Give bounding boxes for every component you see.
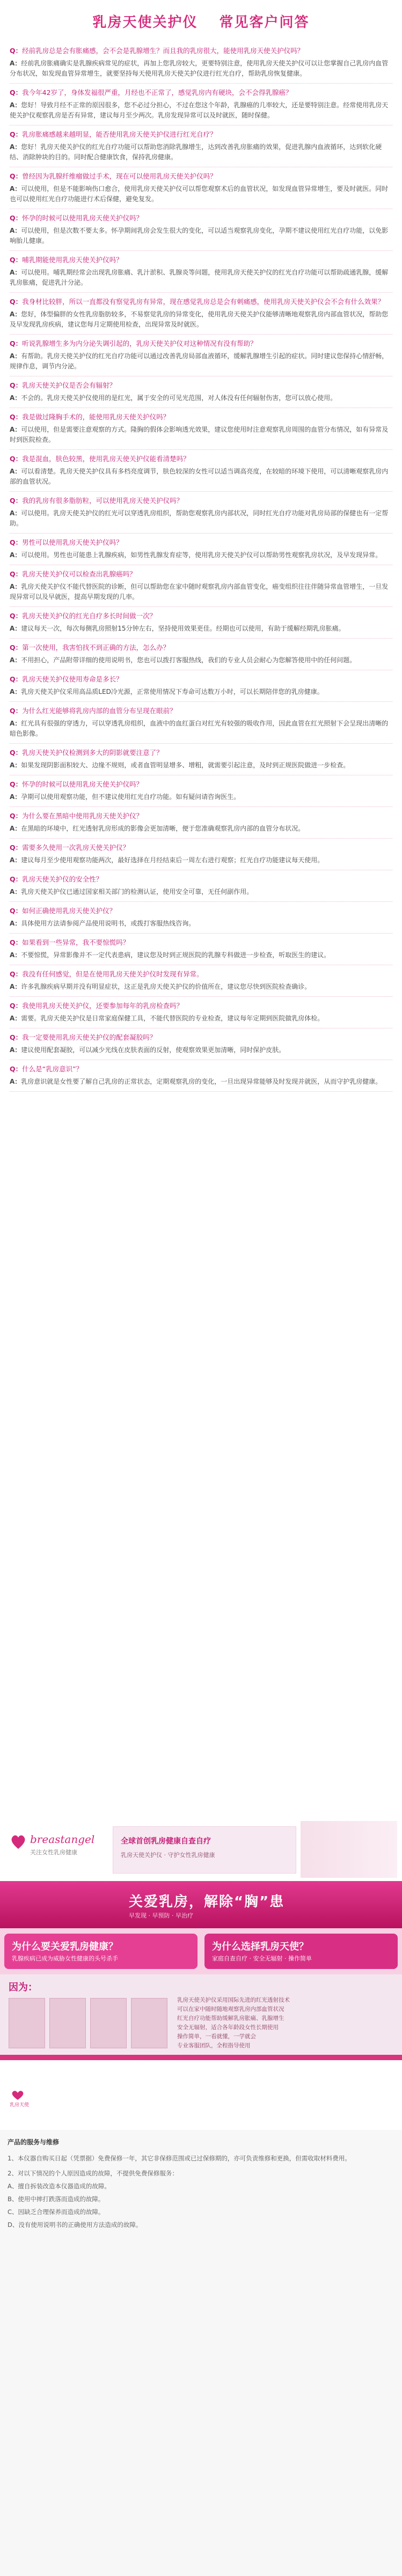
photo-thumb [131,1998,167,2048]
banner [0,1881,402,1928]
brand-mark [10,2089,34,2111]
faq-answer: A：可以看清楚。乳房天使关护仪具有多档亮度调节，肤色较深的女性可以适当调高亮度，在较暗的环境下使用，可以清晰观察乳房内部的血管状况。 [10,467,392,492]
faq-answer: A：可以使用。哺乳期经常会出现乳房胀痛、乳汁淤积、乳腺炎等问题，使用乳房天使关护仪的红光自疗功能可以帮助疏通乳腺，缓解乳房胀痛，促进乳汁分泌。 [10,268,392,293]
why-section [0,1928,402,1974]
faq-answer: A：具体使用方法请参阅产品使用说明书，或拨打客服热线咨询。 [10,919,392,934]
thumbs [9,1998,170,2049]
faq-question: Q：如果看到一些异常，我不要惊慌吗？ [10,938,130,946]
faq-question: Q：我使用乳房天使关护仪，还要参加每年的乳房检查吗？ [10,1002,184,1010]
faq-question: Q：需要多久使用一次乳房天使关护仪？ [10,843,130,852]
faq-item [0,1060,402,1092]
faq-question: Q：什么是“乳房意识”？ [10,1065,83,1073]
service-line: D、没有使用说明书的正确使用方法造成的故障。 [8,2221,142,2229]
service-heading: 产品的服务与维修 [8,2138,60,2146]
faq-item [0,84,402,125]
faq-question: Q：为什么红光能够将乳房内部的血管分布呈现在眼前？ [10,707,177,715]
faq-answer: A：在黑暗的环境中，红光透射乳房形成的影像会更加清晰，便于您准确观察乳房内部的血管分布状况。 [10,824,392,839]
faq-question: Q：我一定要使用乳房天使关护仪的配套凝胶吗？ [10,1033,157,1041]
faq-item [0,1028,402,1060]
reasons-list [177,1996,394,2051]
faq-item [0,534,402,565]
faq-answer: A：乳房天使关护仪已通过国家相关部门的检测认证，使用安全可靠，无任何副作用。 [10,887,392,902]
faq-answer: A：经前乳房胀痛确实是乳腺疾病常见的症状，再加上您乳房较大，更要特别注意，使用乳房天使关护仪可以让您掌握自己乳房内血管分布状况，如发现血管异常增生，就要坚持每天使用乳房天使关护仪进行红光自疗，帮助乳房恢复健康。 [10,58,392,84]
faq-question: Q：经前乳房总是会有胀痛感，会不会是乳腺增生？而且我的乳房很大，能使用乳房天使关护仪吗？ [10,47,304,55]
banner-sub: 早发现 · 早预防 · 早治疗 [129,1912,193,1919]
faq-answer: A：不要惊慌，异常影像并不一定代表患病，建议您及时到正规医院的乳腺专科做进一步检查，听取医生的建议。 [10,950,392,965]
faq-question: Q：第一次使用，我害怕找不到正确的方法，怎么办？ [10,643,170,652]
why-right-title: 为什么选择乳房天使？ [212,1941,309,1952]
faq-answer: A：许多乳腺疾病早期并没有明显症状，这正是乳房天使关护仪的价值所在，建议您尽快到医院检查确诊。 [10,982,392,997]
photo-thumb [9,1998,45,2048]
faq-question: Q：如何正确使用乳房天使关护仪？ [10,907,116,915]
faq-question: Q：我是做过隆胸手术的，能使用乳房天使关护仪吗？ [10,413,170,421]
faq-question: Q：我是混血，肤色较黑，使用乳房天使关护仪能看清楚吗？ [10,455,190,463]
faq-item [0,934,402,965]
brand-section [0,1818,402,1881]
faq-question: Q：我今年42岁了，身体发福很严重，月经也不正常了，感觉乳房内有硬块，会不会得乳腺癌？ [10,88,293,97]
center-ad [113,1826,296,1874]
faq-question: Q：乳房天使关护仪的安全性？ [10,875,103,883]
faq-question: Q：乳房天使关护仪的红光自疗多长时间做一次？ [10,612,157,620]
faq-answer: A：红光具有很强的穿透力，可以穿透乳房组织，血液中的血红蛋白对红光有较强的吸收作用，因此血管在红光照射下会呈现出清晰的暗色影像。 [10,719,392,744]
center-ad-title: 全球首创乳房健康自查自疗 [121,1837,211,1846]
faq-answer: A：您好！导致月经不正常的原因很多，您不必过分担心，不过在您这个年龄，乳腺癌的几率较大，还是要特别注意。经常使用乳房天使关护仪观察乳房是否有异常，建议每月至少两次。乳房发现异常可以及时就医，随时保健。 [10,100,392,125]
faq-question: Q：男性可以使用乳房天使关护仪吗？ [10,538,123,546]
heart-icon [10,2089,26,2101]
service-section [0,2130,402,2576]
faq-answer: A：建议使用配套凝胶，可以减少光线在皮肤表面的反射，使观察效果更加清晰，同时保护皮肤。 [10,1045,392,1060]
mark-text: 乳房天使 [10,2103,30,2108]
faq-question: Q：听说乳腺增生多为内分泌失调引起的，乳房天使关护仪对这种情况有没有帮助？ [10,339,257,347]
faq-question: Q：曾经因为乳腺纤维瘤做过手术，现在可以使用乳房天使关护仪吗？ [10,172,217,180]
faq-answer: A：孕期可以使用观察功能，但不建议使用红光自疗功能。如有疑问请咨询医生。 [10,792,392,807]
divider [0,2055,402,2060]
faq-question: Q：我没有任何感觉，但是在使用乳房天使关护仪时发现有异常。 [10,970,203,978]
faq-question: Q：为什么要在黑暗中使用乳房天使关护仪？ [10,812,143,820]
faq-item [0,670,402,702]
because-section [0,1974,402,2055]
faq-item [0,607,402,639]
reason-item: 红光自疗功能帮助缓解乳房胀痛、乳腺增生 [177,2015,284,2022]
faq-list [0,42,402,1818]
faq-answer: A：有帮助。乳房天使关护仪的红光自疗功能可以通过改善乳房局部血液循环，缓解乳腺增生引起的症状。同时建议您保持心情舒畅，规律作息，调节内分泌。 [10,351,392,376]
faq-answer: A：乳房天使关护仪采用高品质LED冷光源，正常使用情况下寿命可达数万小时，可以长期陪伴您的乳房健康。 [10,687,392,702]
faq-answer: A：乳房天使关护仪不能代替医院的诊断，但可以帮助您在家中随时观察乳房内部血管变化，癌变组织往往伴随异常血管增生，一旦发现异常可以及早就医，提高早期发现的几率。 [10,582,392,607]
brand-logo [9,1832,105,1864]
faq-item [0,639,402,670]
banner-title: 关爱乳房，解除“胸”患 [129,1894,285,1910]
faq-question: Q：哺乳期能使用乳房天使关护仪吗？ [10,256,123,264]
faq-question: Q：怀孕的时候可以使用乳房天使关护仪吗？ [10,214,143,222]
faq-item [0,42,402,84]
faq-item [0,565,402,607]
faq-item [0,870,402,902]
service-line: B、使用中摔打跌落而造成的故障。 [8,2195,105,2203]
faq-question: Q：乳房胀痛感越来越明显，能否使用乳房天使关护仪进行红光自疗？ [10,130,217,138]
faq-item [0,376,402,408]
faq-item [0,775,402,807]
faq-answer: A：可以使用，但是不能影响伤口愈合，使用乳房天使关护仪可以帮您观察术后的血管状况，如发现血管异常增生，要及时就医。同时也可以使用红光自疗功能进行术后保健，避免复发。 [10,184,392,209]
faq-item [0,293,402,335]
faq-item [0,450,402,492]
brand-name: breastangel [30,1833,95,1846]
because-heading: 因为： [9,1982,38,1993]
reason-item: 安全无辐射，适合各年龄段女性长期使用 [177,2024,279,2031]
faq-answer: A：您好，体型偏胖的女性乳房脂肪较多，不易察觉乳房的异常变化，使用乳房天使关护仪能够清晰地观察乳房内部血管状况，帮助您及早发现乳房疾病，建议您每月定期使用检查，出现异常及时就医。 [10,309,392,335]
faq-item [0,997,402,1028]
service-line: A、擅自拆装改造本仪器造成的故障。 [8,2182,111,2190]
faq-answer: A：需要。乳房天使关护仪是日常家庭保健工具，不能代替医院的专业检查，建议每年定期到医院做乳房体检。 [10,1013,392,1028]
heart-icon [9,1832,28,1851]
faq-question: Q：乳房天使关护仪检测到多大的阴影就要注意了？ [10,749,163,757]
brand-tagline: 关注女性乳房健康 [30,1849,77,1856]
photo-thumb [90,1998,127,2048]
why-left [4,1934,198,1969]
faq-question: Q：我身材比较胖，所以一直都没有察觉乳房有异常，现在感觉乳房总是会有刺痛感，使用乳房天使关护仪会不会有什么效果？ [10,298,385,306]
faq-answer: A：您好！乳房天使关护仪的红光自疗功能可以帮助您消除乳腺增生，达到改善乳房胀痛的效果，促进乳腺内血液循环，达到软化硬结、消除肿块的目的。同时配合健康饮食，保持乳房健康。 [10,142,392,167]
faq-item [0,807,402,839]
why-left-sub: 乳腺疾病已成为威胁女性健康的头号杀手 [12,1955,118,1962]
service-line: 2、对以下情况的个人原因造成的故障，不提供免费保修服务： [8,2170,178,2177]
page-title [0,0,402,42]
faq-answer: A：如果发现阴影面积较大、边缘不规则，或者血管明显增多、增粗，就需要引起注意，及时到正规医院做进一步检查。 [10,760,392,775]
reason-item: 可以在家中随时随地观察乳房内部血管状况 [177,2006,284,2012]
faq-item [0,902,402,934]
faq-answer: A：乳房意识就是女性要了解自己乳房的正常状态，定期观察乳房的变化，一旦出现异常能够及时发现并就医，从而守护乳房健康。 [10,1077,392,1092]
service-line: 1、本仪器自购买日起（凭票据）免费保修一年，其它非保修范围或已过保修期的，亦可负责维修和更换，但需收取材料费用。 [8,2155,351,2162]
mark-area [0,2060,402,2130]
center-ad-sub: 乳房天使关护仪 · 守护女性乳房健康 [121,1852,215,1859]
service-line: C、因缺乏合理保养而造成的故障。 [8,2208,105,2216]
faq-item [0,492,402,534]
reason-item: 专业客服团队，全程指导使用 [177,2042,251,2049]
faq-item [0,408,402,450]
reason-item: 乳房天使关护仪采用国际先进的红光透射技术 [177,1997,290,2003]
faq-answer: A：可以使用。男性也可能患上乳腺疾病，如男性乳腺发育症等，使用乳房天使关护仪可以帮助男性观察乳房状况，及早发现异常。 [10,550,392,565]
models-photo [301,1821,397,1878]
why-left-title: 为什么要关爱乳房健康？ [12,1941,118,1952]
faq-item [0,251,402,293]
faq-answer: A：建议每天一次，每次每侧乳房照射15分钟左右，坚持使用效果更佳。经期也可以使用，有助于缓解经期乳房胀痛。 [10,624,392,639]
faq-question: Q：乳房天使关护仪使用寿命是多长？ [10,675,123,683]
faq-question: Q：乳房天使关护仪可以检查出乳腺癌吗？ [10,570,136,578]
faq-question: Q：怀孕的时候可以使用乳房天使关护仪吗？ [10,780,143,788]
faq-answer: A：建议每月至少使用观察功能两次，最好选择在月经结束后一周左右进行观察；红光自疗功能建议每天使用。 [10,855,392,870]
faq-item [0,839,402,870]
faq-item [0,125,402,167]
faq-item [0,965,402,997]
faq-answer: A：可以使用。乳房天使关护仪的红光可以穿透乳房组织，帮助您观察乳房内部状况，同时红光自疗功能对乳房局部的保健也有一定帮助。 [10,508,392,534]
faq-answer: A：不用担心，产品附带详细的使用说明书，您也可以拨打客服热线，我们的专业人员会耐心为您解答使用中的任何问题。 [10,655,392,670]
faq-question: Q：我的乳房有很多脂肪粒，可以使用乳房天使关护仪吗？ [10,497,184,505]
faq-item [0,209,402,251]
faq-answer: A：不会的。乳房天使关护仪使用的是红光，属于安全的可见光范围，对人体没有任何辐射伤害，您可以放心使用。 [10,393,392,408]
faq-answer: A：可以使用，但是需要注意观察的方式。隆胸的假体会影响透光效果，建议您使用时注意观察乳房周围的血管分布情况，如有异常及时到医院检查。 [10,425,392,450]
why-right [204,1934,398,1969]
why-right-sub: 家庭自查自疗 · 安全无辐射 · 操作简单 [212,1955,312,1962]
faq-item [0,744,402,775]
title-main: 乳房天使关护仪 [92,14,198,31]
faq-question: Q：乳房天使关护仪是否会有辐射？ [10,381,116,389]
reason-item: 操作简单，一看就懂，一学就会 [177,2033,256,2040]
faq-item [0,702,402,744]
faq-answer: A：可以使用，但是次数不要太多。怀孕期间乳房会发生很大的变化，可以适当观察乳房变化，孕期不建议使用红光自疗功能，以免影响胎儿健康。 [10,226,392,251]
faq-item [0,167,402,209]
title-sub: 常见客户问答 [219,14,310,31]
photo-thumb [49,1998,86,2048]
faq-item [0,335,402,376]
